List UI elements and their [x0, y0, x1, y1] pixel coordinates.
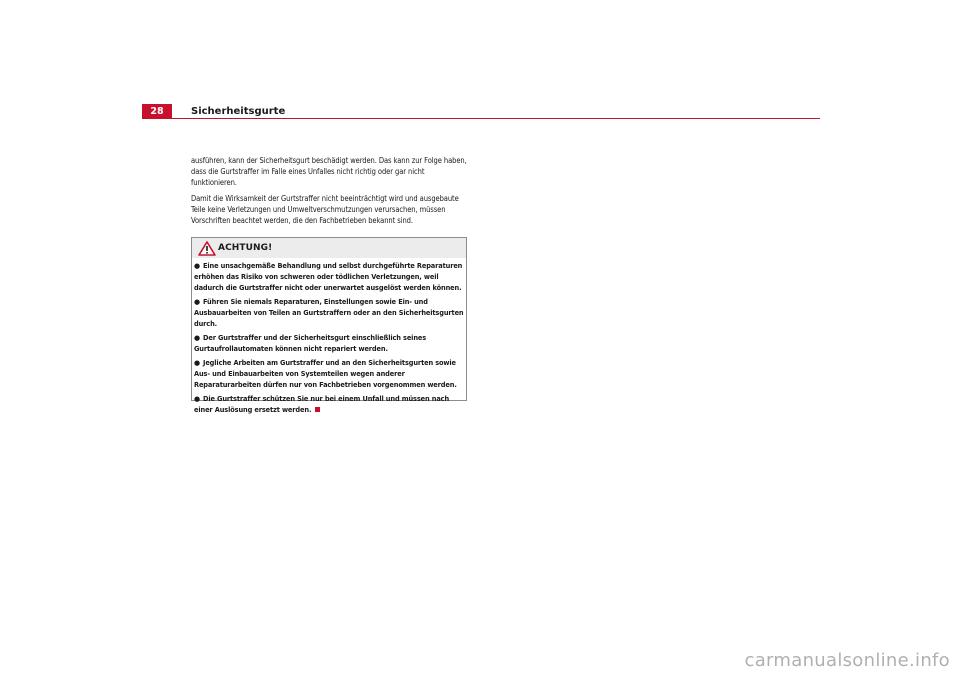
- bullet-icon: ●: [194, 334, 200, 342]
- section-title: Sicherheitsgurte: [191, 106, 286, 117]
- warning-item-text: Die Gurtstraffer schützen Sie nur bei einem Unfall und müssen nach einer Auslösung ersetzt werden.: [194, 395, 450, 414]
- warning-triangle-icon: [198, 241, 216, 256]
- body-paragraph-2: Damit die Wirksamkeit der Gurtstraffer nicht beeinträchtigt wird und ausgebaute Teile keine Verletzungen und Umweltverschmutzungen verursachen, müssen Vorschriften beachtet werden, die den Fachbetrieben bekannt sind.: [191, 194, 459, 225]
- end-mark-icon: [315, 407, 320, 412]
- warning-item: [194, 297, 464, 330]
- warning-item-text: Führen Sie niemals Reparaturen, Einstellungen sowie Ein- und Ausbauarbeiten von Teilen an Gurtstraffern oder an den Sicherheitsgurten durch.: [194, 298, 464, 328]
- warning-item-text: Eine unsachgemäße Behandlung und selbst durchgeführte Reparaturen erhöhen das Risiko von schweren oder tödlichen Verletzungen, weil dadurch die Gurtstraffer nicht oder unerwartet ausgelöst werden können.: [194, 262, 463, 292]
- body-paragraph-1: ausführen, kann der Sicherheitsgurt beschädigt werden. Das kann zur Folge haben, dass die Gurtstraffer im Falle eines Unfalles nicht richtig oder gar nicht funktionieren.: [191, 156, 467, 187]
- watermark-text: carmanualsonline.info: [744, 650, 950, 671]
- warning-item: [194, 261, 464, 294]
- warning-item-text: Der Gurtstraffer und der Sicherheitsgurt einschließlich seines Gurtaufrollautomaten können nicht repariert werden.: [194, 334, 427, 353]
- warning-header: [192, 238, 466, 258]
- warning-item: [194, 358, 464, 391]
- header-rule: [142, 118, 820, 119]
- warning-list: [194, 261, 464, 419]
- bullet-icon: ●: [194, 359, 200, 367]
- bullet-icon: ●: [194, 262, 200, 270]
- bullet-icon: ●: [194, 298, 200, 306]
- warning-item: [194, 333, 464, 355]
- page-number: 28: [142, 104, 172, 119]
- warning-item-text: Jegliche Arbeiten am Gurtstraffer und an den Sicherheitsgurten sowie Aus- und Einbauarbeiten von Systemteilen wegen anderer Reparaturarbeiten dürfen nur von Fachbetrieben vorgenommen werden.: [194, 359, 457, 389]
- bullet-icon: ●: [194, 395, 200, 403]
- warning-title: ACHTUNG!: [218, 243, 273, 253]
- body-text: [191, 155, 471, 231]
- warning-box: [191, 237, 467, 414]
- warning-item: [194, 394, 464, 416]
